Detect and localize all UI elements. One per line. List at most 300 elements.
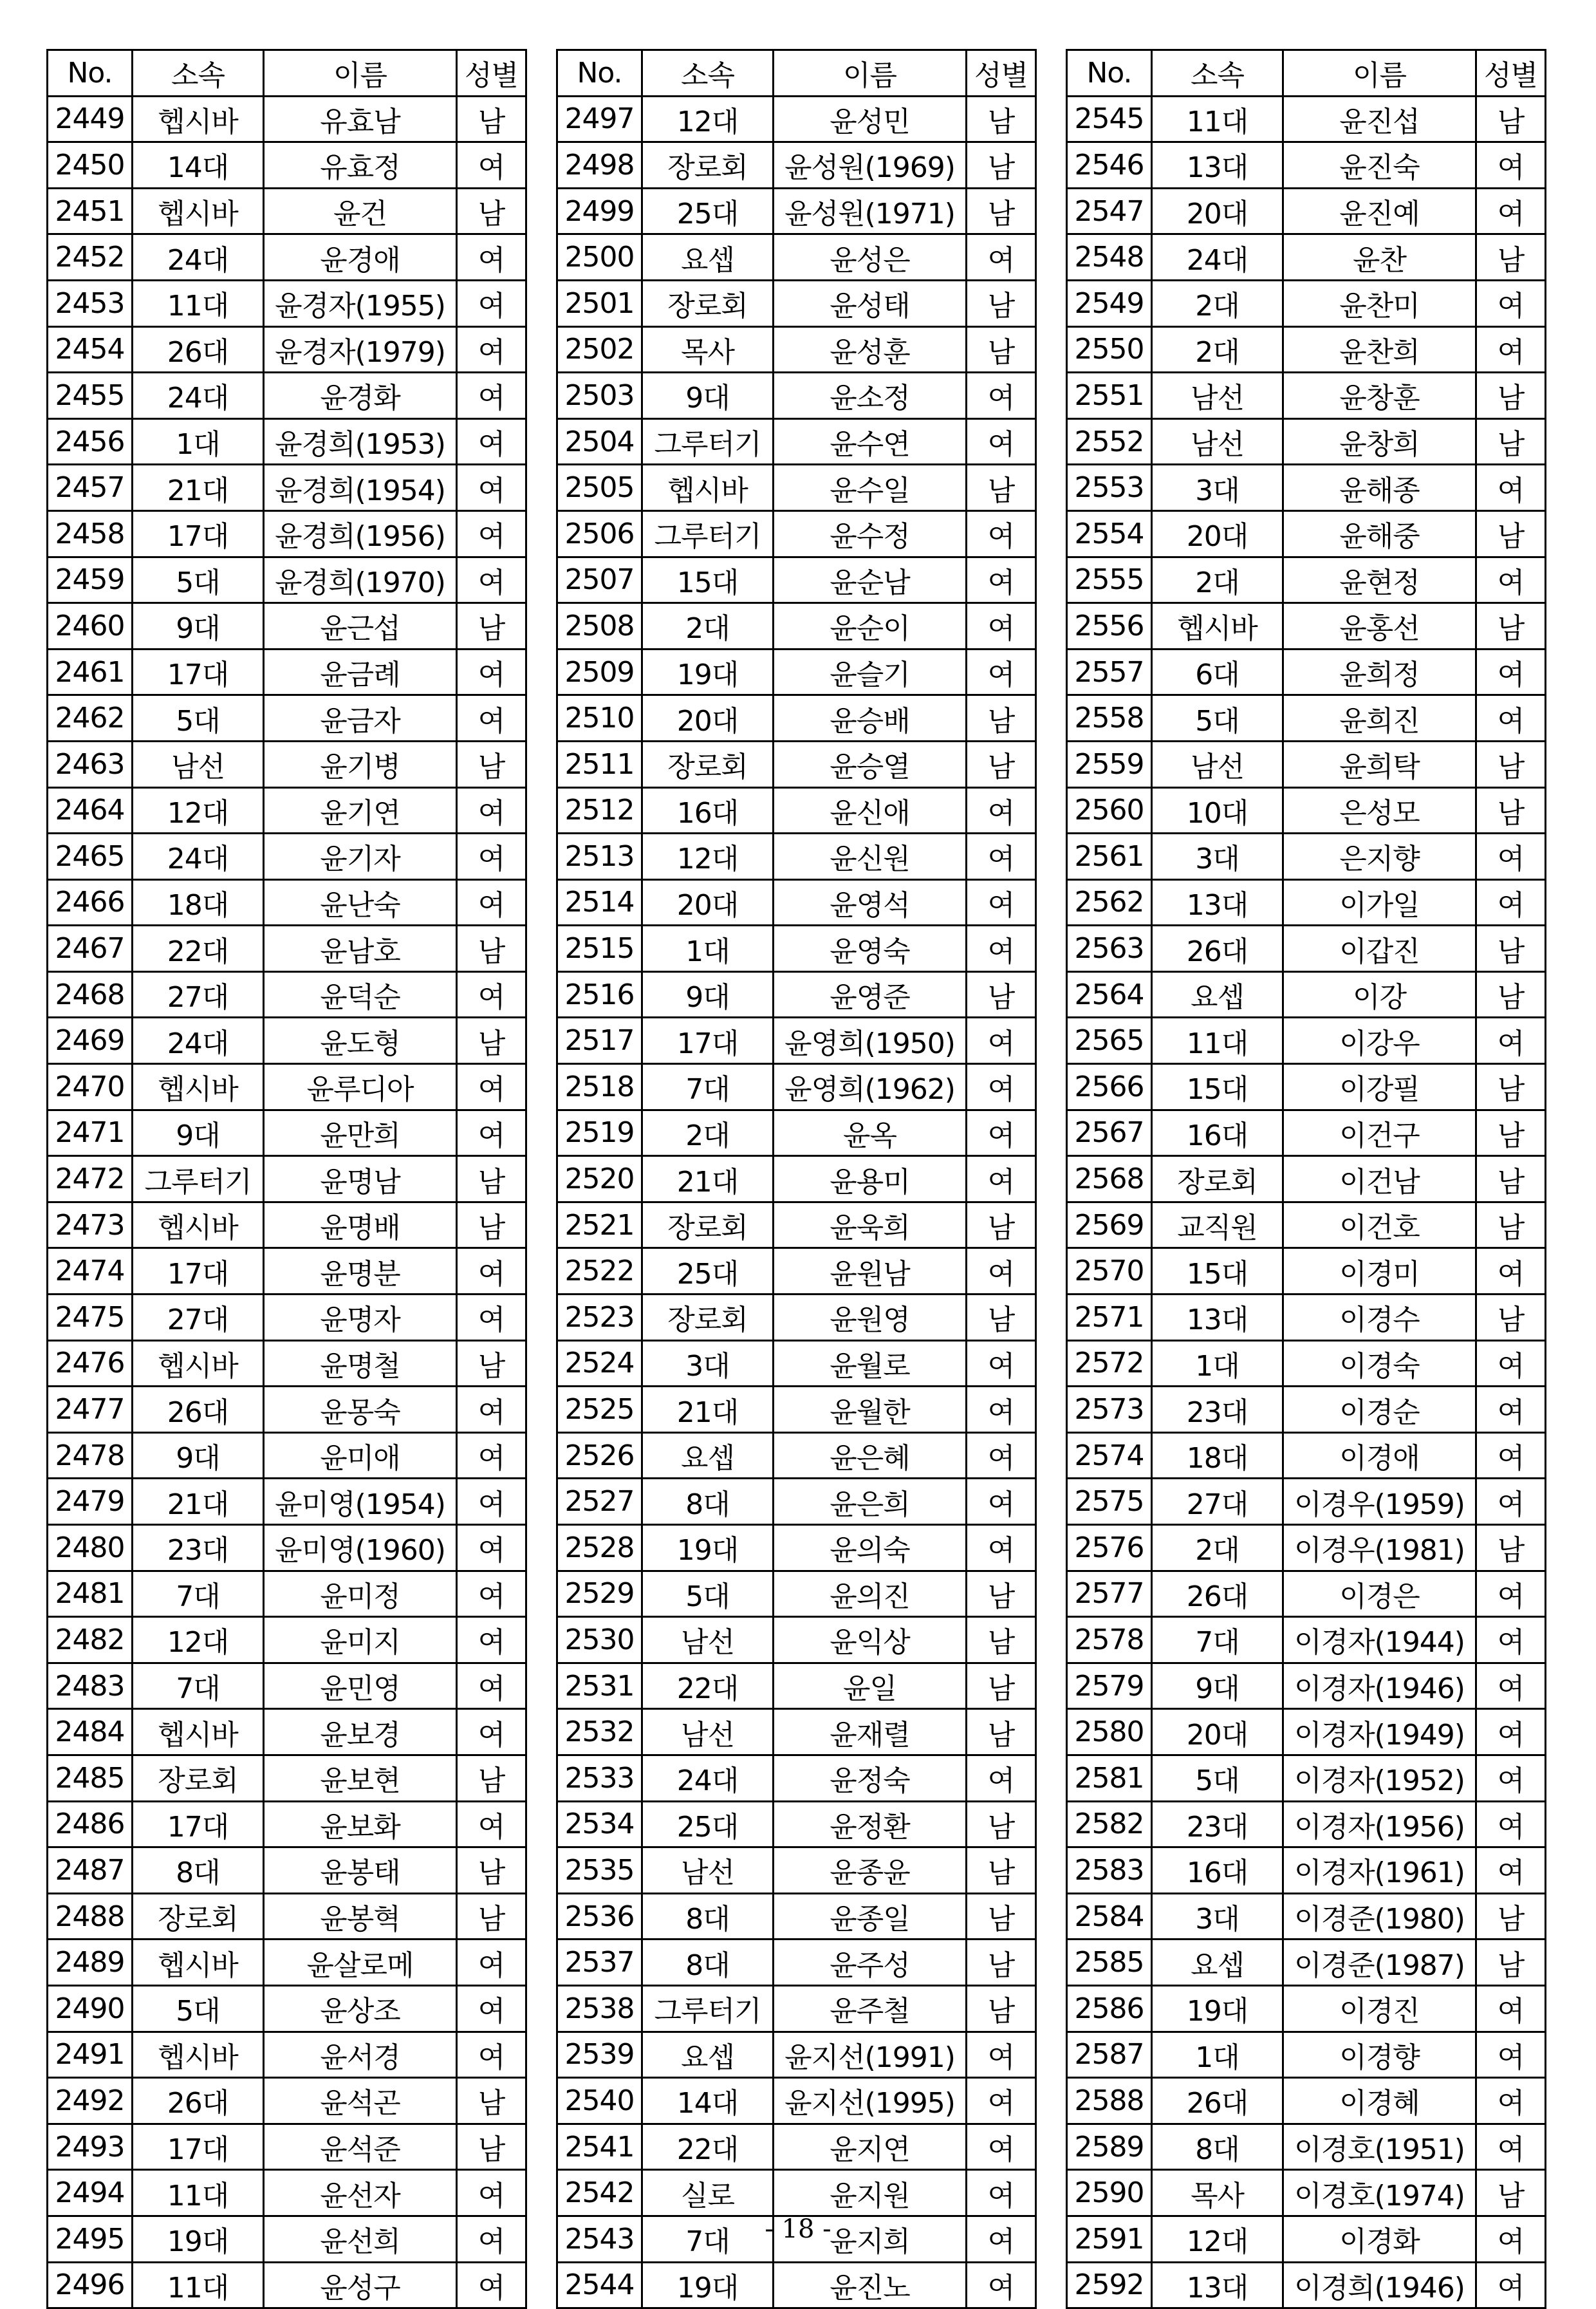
cell-name: 윤영희(1950) xyxy=(774,1018,967,1064)
cell-no: 2479 xyxy=(48,1479,133,1525)
cell-name: 윤경희(1954) xyxy=(264,465,457,511)
cell-affiliation: 8대 xyxy=(642,1940,774,1986)
table-row xyxy=(48,741,526,787)
cell-gender: 여 xyxy=(967,2078,1036,2124)
cell-affiliation: 5대 xyxy=(133,557,264,603)
cell-affiliation: 12대 xyxy=(642,96,774,142)
cell-gender: 남 xyxy=(1476,1202,1546,1248)
cell-no: 2527 xyxy=(557,1479,642,1525)
cell-affiliation: 장로회 xyxy=(133,1893,264,1940)
table-row xyxy=(48,188,526,234)
cell-name: 윤경자(1979) xyxy=(264,326,457,373)
cell-name: 윤지선(1991) xyxy=(774,2032,967,2078)
cell-no: 2512 xyxy=(557,787,642,834)
cell-name: 이강필 xyxy=(1283,1064,1476,1110)
table-row xyxy=(1067,1340,1546,1387)
cell-no: 2582 xyxy=(1067,1801,1152,1847)
cell-gender: 남 xyxy=(457,1847,526,1894)
table-row xyxy=(557,418,1036,465)
cell-no: 2522 xyxy=(557,1248,642,1295)
cell-gender: 남 xyxy=(967,1801,1036,1847)
cell-affiliation: 22대 xyxy=(133,926,264,972)
cell-gender: 여 xyxy=(1476,695,1546,742)
cell-no: 2491 xyxy=(48,2032,133,2078)
cell-no: 2559 xyxy=(1067,741,1152,787)
cell-name: 윤덕순 xyxy=(264,971,457,1018)
table-row xyxy=(48,1755,526,1801)
cell-affiliation: 18대 xyxy=(1152,1432,1283,1479)
cell-no: 2460 xyxy=(48,603,133,650)
cell-name: 윤은희 xyxy=(774,1479,967,1525)
cell-no: 2587 xyxy=(1067,2032,1152,2078)
cell-gender: 남 xyxy=(1476,234,1546,281)
cell-no: 2536 xyxy=(557,1893,642,1940)
cell-affiliation: 그루터기 xyxy=(642,510,774,557)
table-row xyxy=(1067,326,1546,373)
cell-no: 2572 xyxy=(1067,1340,1152,1387)
cell-affiliation: 20대 xyxy=(1152,188,1283,234)
cell-no: 2503 xyxy=(557,373,642,419)
cell-gender: 여 xyxy=(457,557,526,603)
cell-gender: 여 xyxy=(967,2124,1036,2170)
cell-name: 윤성훈 xyxy=(774,326,967,373)
cell-no: 2511 xyxy=(557,741,642,787)
cell-gender: 남 xyxy=(1476,2170,1546,2216)
cell-name: 윤원남 xyxy=(774,1248,967,1295)
table-row xyxy=(557,1202,1036,1248)
table-row xyxy=(557,2170,1036,2216)
cell-no: 2590 xyxy=(1067,2170,1152,2216)
table-row xyxy=(48,2124,526,2170)
cell-name: 윤만희 xyxy=(264,1110,457,1156)
table-row xyxy=(1067,1387,1546,1433)
cell-affiliation: 23대 xyxy=(1152,1801,1283,1847)
cell-affiliation: 24대 xyxy=(642,1755,774,1801)
cell-no: 2571 xyxy=(1067,1295,1152,1341)
cell-affiliation: 9대 xyxy=(1152,1663,1283,1709)
cell-affiliation: 22대 xyxy=(642,1663,774,1709)
cell-gender: 여 xyxy=(1476,326,1546,373)
cell-no: 2513 xyxy=(557,834,642,880)
cell-no: 2509 xyxy=(557,649,642,695)
cell-affiliation: 20대 xyxy=(1152,510,1283,557)
cell-no: 2524 xyxy=(557,1340,642,1387)
cell-no: 2485 xyxy=(48,1755,133,1801)
cell-name: 이경진 xyxy=(1283,1985,1476,2032)
cell-no: 2547 xyxy=(1067,188,1152,234)
cell-affiliation: 26대 xyxy=(133,1387,264,1433)
cell-gender: 남 xyxy=(967,96,1036,142)
cell-gender: 여 xyxy=(967,557,1036,603)
cell-no: 2531 xyxy=(557,1663,642,1709)
cell-name: 윤명남 xyxy=(264,1156,457,1202)
table-row xyxy=(557,465,1036,511)
cell-name: 윤금자 xyxy=(264,695,457,742)
cell-gender: 여 xyxy=(967,2170,1036,2216)
cell-gender: 여 xyxy=(1476,1432,1546,1479)
cell-gender: 남 xyxy=(967,280,1036,326)
cell-affiliation: 10대 xyxy=(1152,787,1283,834)
cell-name: 윤건 xyxy=(264,188,457,234)
cell-affiliation: 19대 xyxy=(1152,1985,1283,2032)
table-row xyxy=(48,373,526,419)
cell-gender: 여 xyxy=(1476,1387,1546,1433)
cell-gender: 여 xyxy=(1476,280,1546,326)
table-row xyxy=(1067,1663,1546,1709)
cell-name: 윤창훈 xyxy=(1283,373,1476,419)
cell-name: 윤정환 xyxy=(774,1801,967,1847)
table-row xyxy=(48,1893,526,1940)
cell-affiliation: 27대 xyxy=(133,1295,264,1341)
cell-gender: 여 xyxy=(457,1663,526,1709)
cell-gender: 여 xyxy=(1476,142,1546,189)
cell-gender: 여 xyxy=(1476,1617,1546,1663)
cell-gender: 여 xyxy=(457,510,526,557)
table-row xyxy=(48,1479,526,1525)
table-row xyxy=(1067,1571,1546,1617)
cell-gender: 남 xyxy=(1476,741,1546,787)
cell-gender: 여 xyxy=(967,1525,1036,1571)
table-row xyxy=(1067,142,1546,189)
cell-gender: 여 xyxy=(967,1018,1036,1064)
cell-no: 2556 xyxy=(1067,603,1152,650)
cell-no: 2560 xyxy=(1067,787,1152,834)
cell-affiliation: 12대 xyxy=(642,834,774,880)
cell-affiliation: 7대 xyxy=(642,1064,774,1110)
cell-no: 2576 xyxy=(1067,1525,1152,1571)
cell-name: 윤수정 xyxy=(774,510,967,557)
table-row xyxy=(48,234,526,281)
cell-affiliation: 3대 xyxy=(1152,834,1283,880)
table-row xyxy=(557,1018,1036,1064)
table-row xyxy=(48,695,526,742)
table-row xyxy=(48,1432,526,1479)
cell-name: 이강우 xyxy=(1283,1018,1476,1064)
cell-affiliation: 2대 xyxy=(1152,326,1283,373)
cell-affiliation: 9대 xyxy=(642,373,774,419)
cell-gender: 여 xyxy=(967,1248,1036,1295)
table-row xyxy=(557,326,1036,373)
cell-name: 윤미애 xyxy=(264,1432,457,1479)
table-row xyxy=(48,326,526,373)
cell-gender: 남 xyxy=(457,188,526,234)
cell-gender: 여 xyxy=(1476,1709,1546,1755)
cell-affiliation: 13대 xyxy=(1152,2262,1283,2308)
header-no: No. xyxy=(557,50,642,97)
cell-name: 윤성원(1971) xyxy=(774,188,967,234)
cell-no: 2493 xyxy=(48,2124,133,2170)
table-row xyxy=(1067,2262,1546,2308)
table-row xyxy=(557,2032,1036,2078)
cell-name: 이경자(1956) xyxy=(1283,1801,1476,1847)
cell-affiliation: 3대 xyxy=(642,1340,774,1387)
cell-affiliation: 23대 xyxy=(133,1525,264,1571)
cell-gender: 남 xyxy=(1476,1525,1546,1571)
table-row xyxy=(1067,96,1546,142)
cell-affiliation: 5대 xyxy=(642,1571,774,1617)
cell-gender: 여 xyxy=(457,1110,526,1156)
cell-gender: 여 xyxy=(457,142,526,189)
cell-name: 윤봉혁 xyxy=(264,1893,457,1940)
cell-affiliation: 14대 xyxy=(133,142,264,189)
cell-affiliation: 장로회 xyxy=(133,1755,264,1801)
cell-affiliation: 17대 xyxy=(133,649,264,695)
cell-affiliation: 헵시바 xyxy=(133,1064,264,1110)
table-row xyxy=(48,1156,526,1202)
cell-name: 윤월한 xyxy=(774,1387,967,1433)
roster-table-1 xyxy=(46,49,527,2309)
cell-no: 2476 xyxy=(48,1340,133,1387)
table-row xyxy=(557,2078,1036,2124)
cell-name: 윤금례 xyxy=(264,649,457,695)
cell-name: 이경미 xyxy=(1283,1248,1476,1295)
cell-no: 2496 xyxy=(48,2262,133,2308)
cell-no: 2578 xyxy=(1067,1617,1152,1663)
cell-name: 이경준(1980) xyxy=(1283,1893,1476,1940)
cell-gender: 여 xyxy=(967,418,1036,465)
cell-no: 2528 xyxy=(557,1525,642,1571)
cell-no: 2463 xyxy=(48,741,133,787)
cell-no: 2540 xyxy=(557,2078,642,2124)
cell-name: 이경자(1944) xyxy=(1283,1617,1476,1663)
cell-gender: 남 xyxy=(967,142,1036,189)
cell-name: 윤은혜 xyxy=(774,1432,967,1479)
cell-no: 2561 xyxy=(1067,834,1152,880)
cell-no: 2567 xyxy=(1067,1110,1152,1156)
cell-name: 윤순남 xyxy=(774,557,967,603)
header-name: 이름 xyxy=(774,50,967,97)
table-row xyxy=(557,234,1036,281)
cell-gender: 여 xyxy=(1476,1847,1546,1894)
cell-no: 2541 xyxy=(557,2124,642,2170)
cell-gender: 여 xyxy=(1476,649,1546,695)
cell-name: 윤경희(1953) xyxy=(264,418,457,465)
cell-no: 2480 xyxy=(48,1525,133,1571)
table-row xyxy=(1067,879,1546,926)
cell-no: 2521 xyxy=(557,1202,642,1248)
cell-no: 2510 xyxy=(557,695,642,742)
cell-gender: 남 xyxy=(457,1340,526,1387)
cell-gender: 남 xyxy=(967,1571,1036,1617)
cell-affiliation: 남선 xyxy=(133,741,264,787)
cell-affiliation: 13대 xyxy=(1152,1295,1283,1341)
cell-gender: 남 xyxy=(1476,971,1546,1018)
cell-affiliation: 19대 xyxy=(642,649,774,695)
cell-no: 2469 xyxy=(48,1018,133,1064)
cell-no: 2482 xyxy=(48,1617,133,1663)
cell-gender: 여 xyxy=(457,1571,526,1617)
cell-affiliation: 남선 xyxy=(1152,373,1283,419)
cell-gender: 여 xyxy=(1476,1018,1546,1064)
cell-gender: 여 xyxy=(967,510,1036,557)
table-row xyxy=(557,971,1036,1018)
cell-no: 2568 xyxy=(1067,1156,1152,1202)
cell-no: 2458 xyxy=(48,510,133,557)
cell-name: 윤수일 xyxy=(774,465,967,511)
cell-name: 윤기병 xyxy=(264,741,457,787)
cell-gender: 여 xyxy=(1476,557,1546,603)
cell-gender: 여 xyxy=(1476,188,1546,234)
header-no: No. xyxy=(1067,50,1152,97)
cell-affiliation: 요셉 xyxy=(642,234,774,281)
table-row xyxy=(557,1064,1036,1110)
cell-no: 2506 xyxy=(557,510,642,557)
cell-gender: 여 xyxy=(1476,1801,1546,1847)
cell-no: 2546 xyxy=(1067,142,1152,189)
cell-no: 2473 xyxy=(48,1202,133,1248)
cell-affiliation: 17대 xyxy=(133,2124,264,2170)
table-row xyxy=(557,603,1036,650)
cell-gender: 여 xyxy=(967,603,1036,650)
cell-gender: 여 xyxy=(967,1387,1036,1433)
cell-name: 윤보경 xyxy=(264,1709,457,1755)
cell-no: 2589 xyxy=(1067,2124,1152,2170)
cell-gender: 남 xyxy=(1476,1940,1546,1986)
table-row xyxy=(48,2170,526,2216)
table-row xyxy=(557,557,1036,603)
cell-name: 이건남 xyxy=(1283,1156,1476,1202)
cell-gender: 여 xyxy=(457,1064,526,1110)
cell-no: 2549 xyxy=(1067,280,1152,326)
table-row xyxy=(1067,557,1546,603)
cell-gender: 여 xyxy=(1476,1248,1546,1295)
table-row xyxy=(1067,188,1546,234)
cell-no: 2532 xyxy=(557,1709,642,1755)
cell-name: 윤미영(1960) xyxy=(264,1525,457,1571)
cell-affiliation: 요셉 xyxy=(642,1432,774,1479)
cell-name: 윤주성 xyxy=(774,1940,967,1986)
cell-no: 2569 xyxy=(1067,1202,1152,1248)
cell-gender: 남 xyxy=(1476,603,1546,650)
table-row xyxy=(1067,280,1546,326)
cell-name: 윤진섭 xyxy=(1283,96,1476,142)
cell-gender: 남 xyxy=(967,1617,1036,1663)
cell-gender: 여 xyxy=(967,373,1036,419)
cell-name: 이경순 xyxy=(1283,1387,1476,1433)
table-row xyxy=(48,1571,526,1617)
cell-affiliation: 2대 xyxy=(1152,280,1283,326)
cell-gender: 여 xyxy=(457,1295,526,1341)
table-row xyxy=(48,879,526,926)
table-row xyxy=(557,1663,1036,1709)
cell-no: 2526 xyxy=(557,1432,642,1479)
cell-gender: 남 xyxy=(1476,418,1546,465)
cell-no: 2468 xyxy=(48,971,133,1018)
cell-name: 윤경희(1970) xyxy=(264,557,457,603)
cell-gender: 여 xyxy=(967,1432,1036,1479)
table-row xyxy=(557,96,1036,142)
cell-no: 2573 xyxy=(1067,1387,1152,1433)
table-row xyxy=(1067,1248,1546,1295)
cell-name: 이경은 xyxy=(1283,1571,1476,1617)
cell-gender: 여 xyxy=(457,1709,526,1755)
table-row xyxy=(1067,1617,1546,1663)
cell-name: 윤성민 xyxy=(774,96,967,142)
cell-name: 이건호 xyxy=(1283,1202,1476,1248)
cell-no: 2551 xyxy=(1067,373,1152,419)
cell-gender: 여 xyxy=(457,649,526,695)
table-row xyxy=(48,418,526,465)
cell-gender: 여 xyxy=(457,1525,526,1571)
cell-affiliation: 24대 xyxy=(1152,234,1283,281)
cell-no: 2558 xyxy=(1067,695,1152,742)
cell-name: 윤명철 xyxy=(264,1340,457,1387)
cell-name: 윤종일 xyxy=(774,1893,967,1940)
cell-affiliation: 17대 xyxy=(133,1248,264,1295)
table-row xyxy=(1067,1202,1546,1248)
cell-affiliation: 남선 xyxy=(1152,741,1283,787)
cell-name: 윤재렬 xyxy=(774,1709,967,1755)
cell-gender: 남 xyxy=(457,2124,526,2170)
cell-gender: 여 xyxy=(1476,1479,1546,1525)
cell-no: 2575 xyxy=(1067,1479,1152,1525)
table-row xyxy=(48,1940,526,1986)
cell-no: 2459 xyxy=(48,557,133,603)
cell-no: 2523 xyxy=(557,1295,642,1341)
cell-gender: 여 xyxy=(457,2262,526,2308)
table-row xyxy=(48,2078,526,2124)
cell-affiliation: 19대 xyxy=(133,2216,264,2262)
cell-no: 2586 xyxy=(1067,1985,1152,2032)
cell-name: 이경호(1974) xyxy=(1283,2170,1476,2216)
cell-gender: 여 xyxy=(1476,465,1546,511)
table-row xyxy=(1067,1110,1546,1156)
cell-affiliation: 헵시바 xyxy=(133,1940,264,1986)
cell-no: 2450 xyxy=(48,142,133,189)
cell-gender: 여 xyxy=(1476,1571,1546,1617)
cell-affiliation: 9대 xyxy=(133,603,264,650)
table-row xyxy=(1067,1940,1546,1986)
cell-affiliation: 교직원 xyxy=(1152,1202,1283,1248)
cell-no: 2542 xyxy=(557,2170,642,2216)
cell-gender: 남 xyxy=(457,1893,526,1940)
cell-name: 윤종윤 xyxy=(774,1847,967,1894)
cell-name: 은지향 xyxy=(1283,834,1476,880)
cell-no: 2489 xyxy=(48,1940,133,1986)
cell-no: 2585 xyxy=(1067,1940,1152,1986)
cell-name: 윤성은 xyxy=(774,234,967,281)
cell-name: 이경자(1952) xyxy=(1283,1755,1476,1801)
table-row xyxy=(48,1202,526,1248)
table-row xyxy=(1067,1801,1546,1847)
cell-name: 윤욱희 xyxy=(774,1202,967,1248)
header-row xyxy=(48,50,526,97)
cell-no: 2545 xyxy=(1067,96,1152,142)
cell-affiliation: 22대 xyxy=(642,2124,774,2170)
cell-gender: 여 xyxy=(967,926,1036,972)
table-row xyxy=(557,510,1036,557)
cell-name: 윤승열 xyxy=(774,741,967,787)
table-row xyxy=(48,1387,526,1433)
cell-gender: 남 xyxy=(457,1755,526,1801)
header-affiliation: 소속 xyxy=(642,50,774,97)
table-row xyxy=(48,1617,526,1663)
cell-name: 윤영희(1962) xyxy=(774,1064,967,1110)
cell-affiliation: 9대 xyxy=(133,1432,264,1479)
cell-gender: 여 xyxy=(457,787,526,834)
cell-affiliation: 2대 xyxy=(642,1110,774,1156)
cell-affiliation: 24대 xyxy=(133,234,264,281)
cell-affiliation: 5대 xyxy=(1152,1755,1283,1801)
cell-affiliation: 15대 xyxy=(1152,1248,1283,1295)
cell-no: 2592 xyxy=(1067,2262,1152,2308)
cell-gender: 남 xyxy=(967,1295,1036,1341)
cell-gender: 여 xyxy=(1476,879,1546,926)
cell-name: 윤경희(1956) xyxy=(264,510,457,557)
table-row xyxy=(557,1847,1036,1894)
table-row xyxy=(557,834,1036,880)
cell-affiliation: 장로회 xyxy=(642,1295,774,1341)
